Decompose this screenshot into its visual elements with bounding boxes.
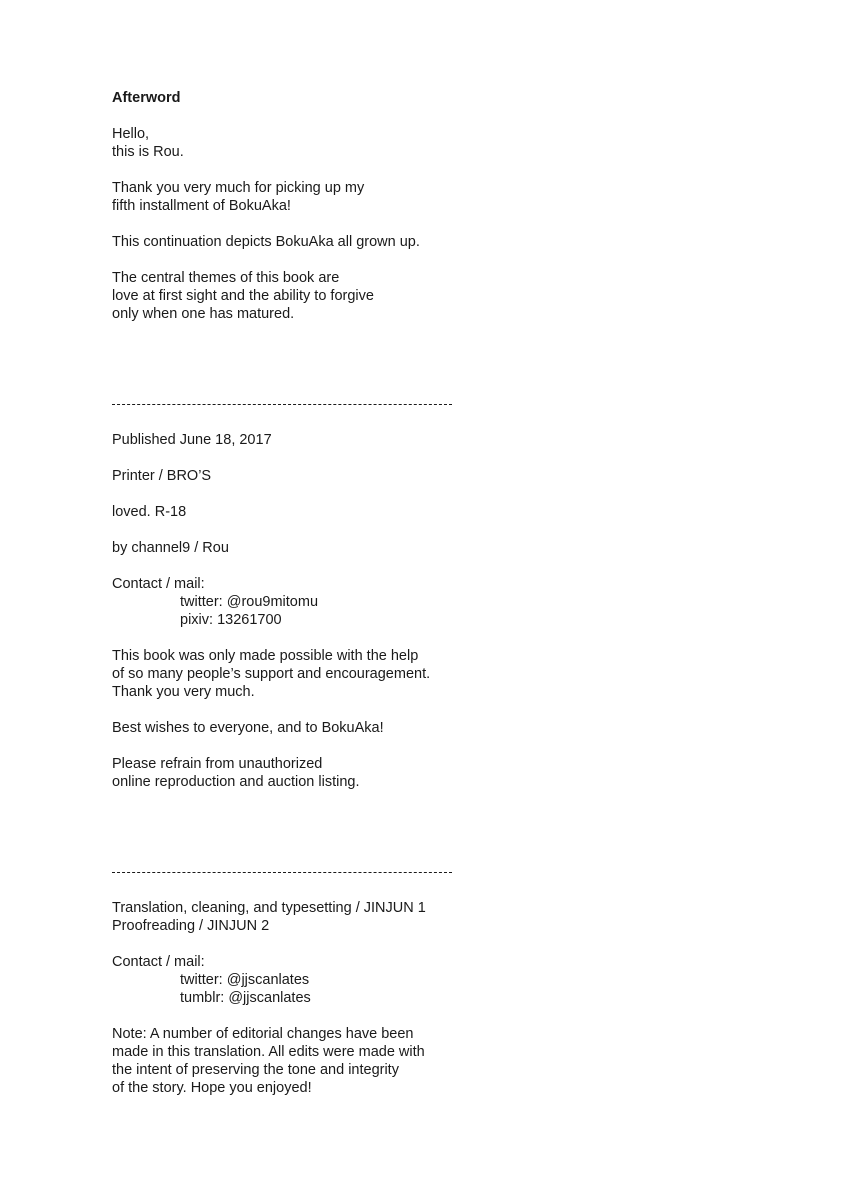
credits-section [112, 899, 812, 1097]
contact-twitter: twitter: @jjscanlates [180, 972, 310, 988]
colophon-title-block [112, 503, 812, 521]
afterword-paragraph [112, 233, 812, 251]
text-line: fifth installment of BokuAka! [112, 198, 291, 214]
spacer [112, 413, 812, 431]
contact-label: Contact / mail: [112, 576, 205, 592]
document-page [112, 89, 812, 1115]
text-line: Hello, [112, 126, 150, 142]
text-line: Thank you very much for picking up my [112, 180, 365, 196]
text-line: this is Rou. [112, 144, 184, 160]
published-date: Published June 18, 2017 [112, 432, 272, 448]
credits-contact-block [112, 953, 812, 1007]
colophon-contact-block [112, 575, 812, 629]
contact-label: Contact / mail: [112, 954, 205, 970]
text-line: This book was only made possible with the help [112, 648, 419, 664]
author: by channel9 / Rou [112, 540, 229, 556]
afterword-paragraph [112, 269, 812, 323]
afterword-paragraph [112, 179, 812, 215]
contact-pixiv: pixiv: 13261700 [180, 612, 282, 628]
spacer [112, 341, 812, 395]
printer: Printer / BRO’S [112, 468, 212, 484]
section-divider [112, 395, 452, 413]
spacer [112, 881, 812, 899]
credits-roles-block [112, 899, 812, 935]
text-line: Please refrain from unauthorized [112, 756, 323, 772]
text-line: Best wishes to everyone, and to BokuAka! [112, 720, 384, 736]
colophon-printer-block [112, 467, 812, 485]
colophon-notice-block [112, 755, 812, 791]
text-line: of the story. Hope you enjoyed! [112, 1080, 312, 1096]
afterword-title: Afterword [112, 90, 181, 106]
colophon-author-block [112, 539, 812, 557]
text-line: the intent of preserving the tone and integrity [112, 1062, 399, 1078]
book-title-rating: loved. R-18 [112, 504, 187, 520]
text-line: made in this translation. All edits were made with [112, 1044, 425, 1060]
contact-tumblr: tumblr: @jjscanlates [180, 990, 311, 1006]
credits-note-block [112, 1025, 812, 1097]
colophon-published-block [112, 431, 812, 449]
text-line: This continuation depicts BokuAka all grown up. [112, 234, 420, 250]
afterword-section [112, 89, 812, 323]
section-divider [112, 863, 452, 881]
afterword-paragraph [112, 125, 812, 161]
text-line: online reproduction and auction listing. [112, 774, 360, 790]
text-line: of so many people’s support and encouragement. [112, 666, 431, 682]
text-line: love at first sight and the ability to forgive [112, 288, 374, 304]
contact-twitter: twitter: @rou9mitomu [180, 594, 319, 610]
credit-translation: Translation, cleaning, and typesetting / JINJUN 1 [112, 900, 426, 916]
colophon-section [112, 431, 812, 791]
colophon-thanks-block [112, 647, 812, 701]
afterword-title-block [112, 89, 812, 107]
colophon-wishes-block [112, 719, 812, 737]
credit-proofreading: Proofreading / JINJUN 2 [112, 918, 270, 934]
spacer [112, 809, 812, 863]
text-line: Thank you very much. [112, 684, 255, 700]
text-line: The central themes of this book are [112, 270, 340, 286]
text-line: only when one has matured. [112, 306, 295, 322]
text-line: Note: A number of editorial changes have been [112, 1026, 414, 1042]
